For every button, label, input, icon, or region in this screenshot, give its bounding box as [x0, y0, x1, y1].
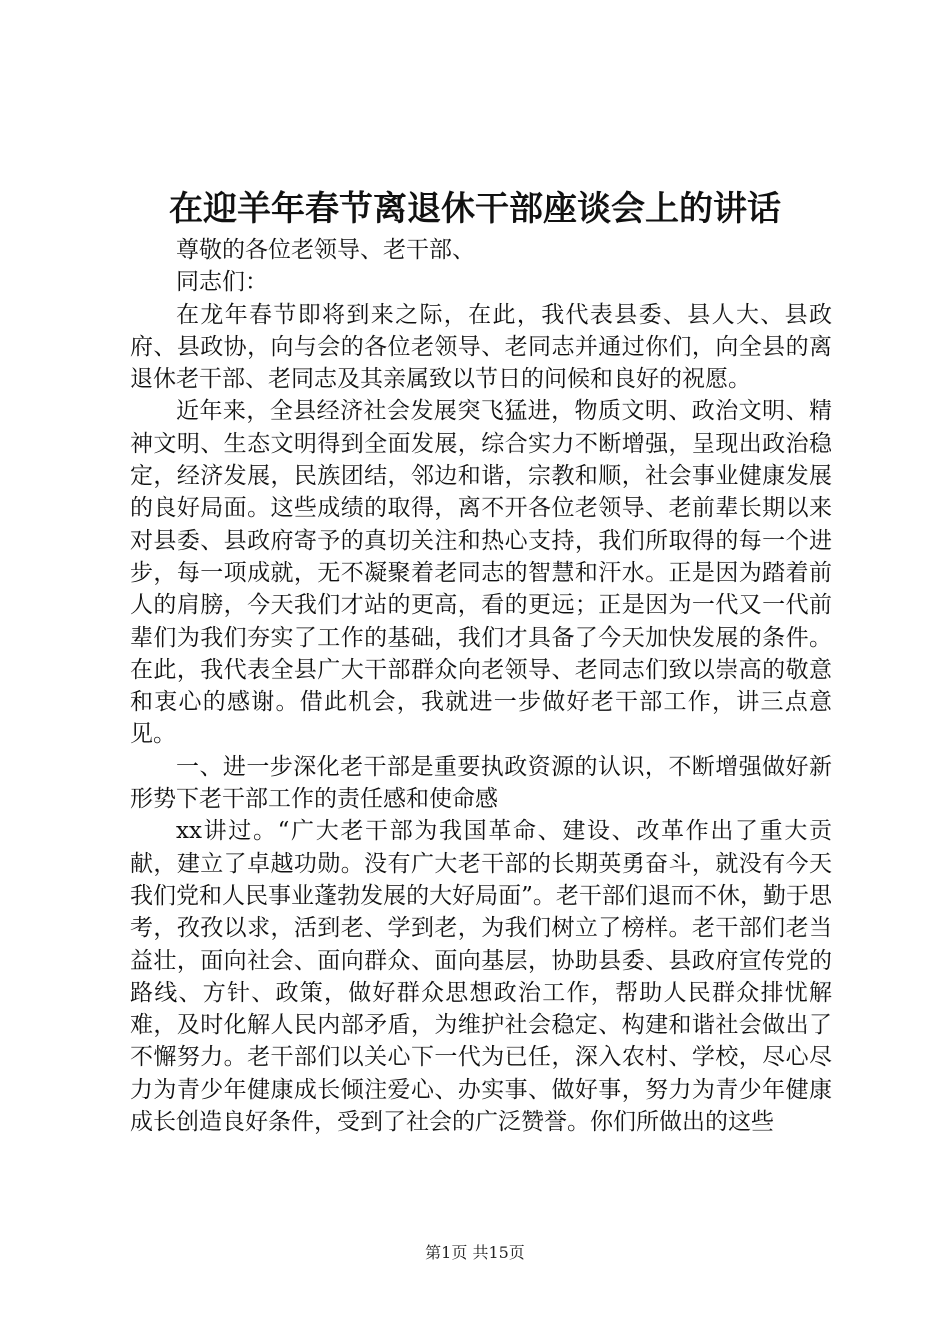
page-footer: 第1页 共15页 [425, 1243, 525, 1262]
document-body [130, 234, 832, 1138]
paragraph-achievements: 近年来，全县经济社会发展突飞猛进，物质文明、政治文明、精神文明、生态文明得到全面发展，综合实力不断增强，呈现出政治稳定，经济发展，民族团结，邻边和谐，宗教和顺，社会事业健康发展的良好局面。这些成绩的取得，离不开各位老领导、老前辈长期以来对县委、县政府寄予的真切关注和热心支持，我们所取得的每一个进步，每一项成就，无不凝聚着老同志的智慧和汗水。正是因为踏着前人的肩膀，今天我们才站的更高，看的更远；正是因为一代又一代前辈们为我们夯实了工作的基础，我们才具备了今天加快发展的条件。在此，我代表全县广大干部群众向老领导、老同志们致以崇高的敬意和衷心的感谢。借此机会，我就进一步做好老干部工作，讲三点意见。 [130, 398, 832, 748]
paragraph-contributions: xx讲过。“广大老干部为我国革命、建设、改革作出了重大贡献，建立了卓越功勋。没有广大老干部的长期英勇奋斗，就没有今天我们党和人民事业蓬勃发展的大好局面”。老干部们退而不休，勤于思考，孜孜以求，活到老、学到老，为我们树立了榜样。老干部们老当益壮，面向社会、面向群众、面向基层，协助县委、县政府宣传党的路线、方针、政策，做好群众思想政治工作，帮助人民群众排忧解难，及时化解人民内部矛盾，为维护社会稳定、构建和谐社会做出了不懈努力。老干部们以关心下一代为已任，深入农村、学校，尽心尽力为青少年健康成长倾注爱心、办实事、做好事，努力为青少年健康成长创造良好条件，受到了社会的广泛赞誉。你们所做出的这些 [130, 818, 832, 1136]
document-title: 在迎羊年春节离退休干部座谈会上的讲话 [169, 189, 781, 229]
paragraph-greeting: 在龙年春节即将到来之际，在此，我代表县委、县人大、县政府、县政协，向与会的各位老领导、老同志并通过你们，向全县的离退休老干部、老同志及其亲属致以节日的问候和良好的祝愿。 [130, 301, 832, 393]
salutation-line-2: 同志们： [176, 269, 268, 296]
salutation-line-1: 尊敬的各位老领导、老干部、 [176, 237, 475, 263]
section-heading-1: 一、进一步深化老干部是重要执政资源的认识，不断增强做好新形势下老干部工作的责任感和使命感 [130, 753, 832, 813]
